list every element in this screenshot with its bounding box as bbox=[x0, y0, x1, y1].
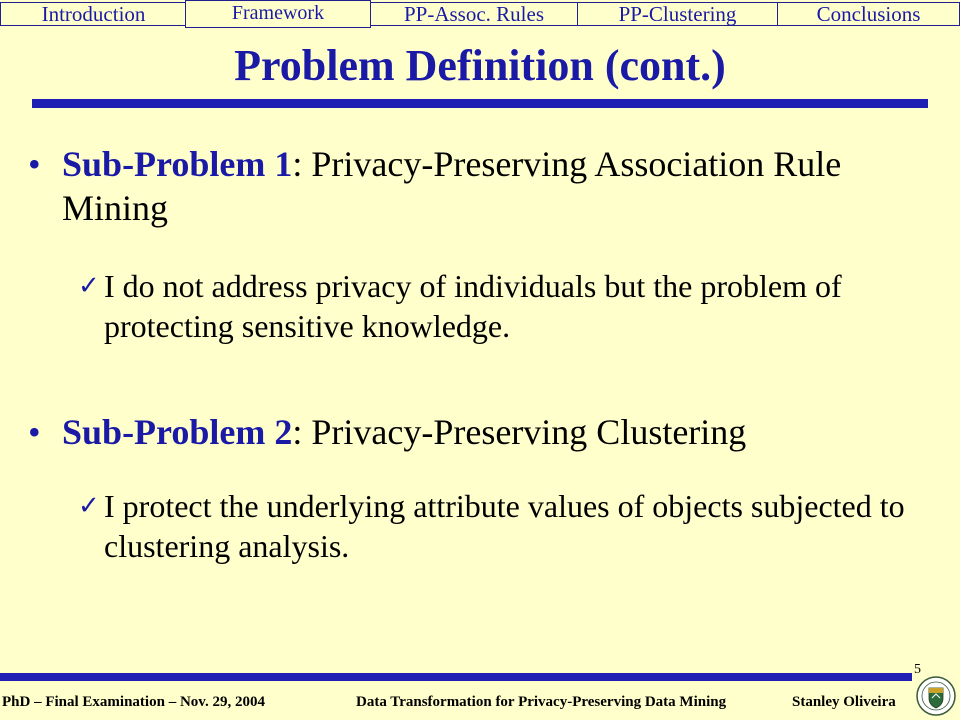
section-nav bbox=[0, 0, 960, 28]
tab-conclusions[interactable]: Conclusions bbox=[777, 2, 960, 26]
footer-center: Data Transformation for Privacy-Preserving Data Mining bbox=[356, 694, 727, 710]
bullet-sub-problem-2 bbox=[28, 410, 908, 454]
bullet-lead: Sub-Problem 1 bbox=[62, 144, 293, 184]
bullet-lead: Sub-Problem 2 bbox=[62, 412, 293, 452]
university-seal-icon bbox=[916, 676, 956, 716]
bullet-rest: : Privacy-Preserving Clustering bbox=[292, 412, 747, 452]
sub-bullet-text: I do not address privacy of individuals but the problem of protecting sensitive knowledge. bbox=[104, 268, 842, 344]
footer-rule bbox=[0, 673, 912, 681]
footer-right: Stanley Oliveira bbox=[792, 694, 896, 710]
checkmark-icon: ✓ bbox=[78, 271, 100, 301]
footer-left: PhD – Final Examination – Nov. 29, 2004 bbox=[2, 694, 265, 710]
sub-bullet-2 bbox=[78, 486, 938, 566]
bullet-text bbox=[62, 410, 908, 454]
slide-title: Problem Definition (cont.) bbox=[234, 41, 726, 90]
bullet-text bbox=[62, 142, 908, 230]
sub-bullet-text: I protect the underlying attribute values of objects subjected to clustering analysis. bbox=[104, 488, 905, 564]
bullet-rest: : Privacy-Preserving Association Rule Mining bbox=[62, 144, 842, 228]
bullet-dot-icon: • bbox=[28, 412, 41, 452]
tab-introduction[interactable]: Introduction bbox=[0, 2, 187, 26]
title-rule bbox=[32, 99, 928, 108]
page-number: 5 bbox=[914, 662, 921, 677]
tab-framework[interactable]: Framework bbox=[185, 0, 371, 28]
tab-pp-clustering[interactable]: PP-Clustering bbox=[577, 2, 778, 26]
tab-pp-assoc-rules[interactable]: PP-Assoc. Rules bbox=[370, 2, 578, 26]
sub-bullet-1 bbox=[78, 266, 938, 346]
bullet-sub-problem-1 bbox=[28, 142, 908, 230]
bullet-dot-icon: • bbox=[28, 144, 41, 184]
checkmark-icon: ✓ bbox=[78, 491, 100, 521]
